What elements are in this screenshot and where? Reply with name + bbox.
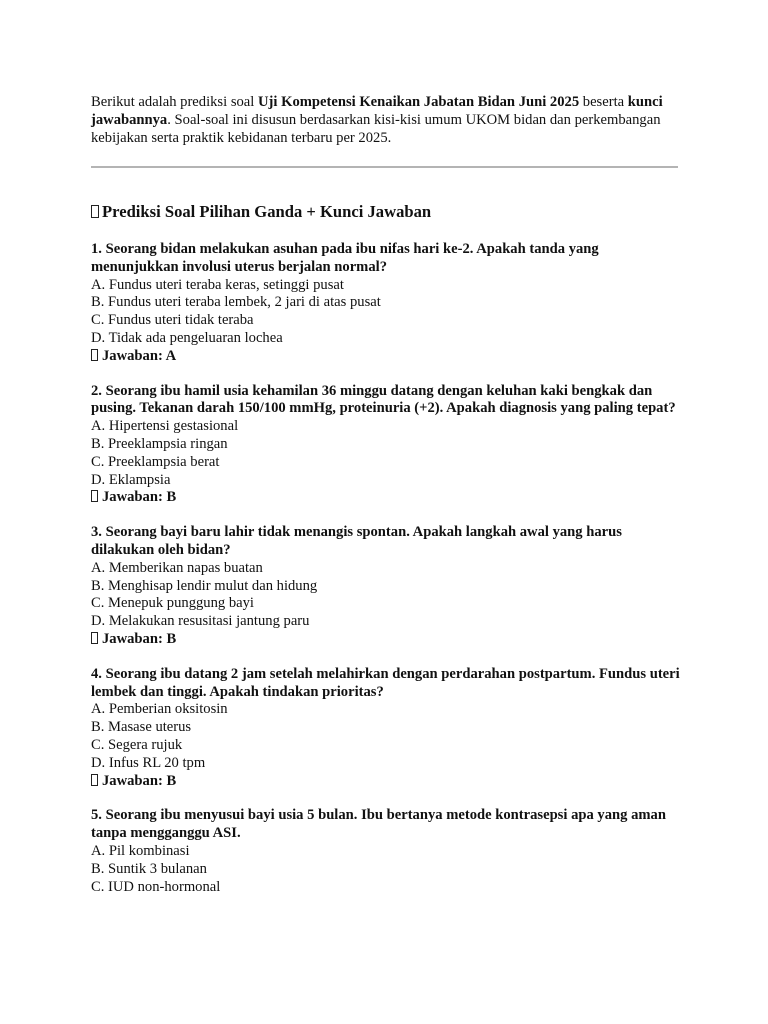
- question-text: 5. Seorang ibu menyusui bayi usia 5 bulan. Ibu bertanya metode kontrasepsi apa yang aman tanpa mengganggu ASI.: [91, 807, 666, 842]
- answer-option: A. Memberikan napas buatan: [91, 559, 263, 576]
- missing-glyph-icon: [91, 774, 98, 786]
- intro-text-2: beserta: [579, 94, 628, 110]
- document-page: [91, 93, 681, 913]
- question-text: 4. Seorang ibu datang 2 jam setelah melahirkan dengan perdarahan postpartum. Fundus uteri lembek dan tinggi. Apakah tindakan prioritas?: [91, 665, 680, 700]
- question-item: [91, 666, 681, 791]
- question-text: 1. Seorang bidan melakukan asuhan pada ibu nifas hari ke-2. Apakah tanda yang menunjukkan involusi uterus berjalan normal?: [91, 241, 599, 275]
- horizontal-divider: [91, 166, 678, 168]
- question-item: [91, 241, 681, 366]
- answer-option: D. Melakukan resusitasi jantung paru: [91, 613, 310, 630]
- section-title-text: Prediksi Soal Pilihan Ganda + Kunci Jawaban: [102, 202, 432, 221]
- question-text: 3. Seorang bayi baru lahir tidak menangis spontan. Apakah langkah awal yang harus dilakukan oleh bidan?: [91, 524, 622, 558]
- missing-glyph-icon: [91, 490, 98, 502]
- intro-text-3: . Soal-soal ini disusun berdasarkan kisi-kisi umum UKOM bidan dan perkembangan kebijakan serta praktik kebidanan terbaru per 2025.: [91, 112, 661, 146]
- intro-bold-1: Uji Kompetensi Kenaikan Jabatan Bidan Juni 2025: [257, 94, 580, 110]
- answer-option: B. Suntik 3 bulanan: [91, 860, 207, 877]
- answer-option: A. Pemberian oksitosin: [91, 701, 228, 718]
- answer-key-text: Jawaban: A: [102, 347, 177, 364]
- answer-option: C. Menepuk punggung bayi: [91, 595, 254, 612]
- section-title: [91, 202, 681, 222]
- answer-option: B. Menghisap lendir mulut dan hidung: [91, 577, 318, 594]
- intro-text-1: Berikut adalah prediksi soal: [91, 94, 258, 110]
- answer-key-text: Jawaban: B: [102, 630, 177, 647]
- question-item: [91, 383, 681, 508]
- answer-key-text: Jawaban: B: [102, 489, 177, 506]
- answer-option: B. Fundus uteri teraba lembek, 2 jari di atas pusat: [91, 294, 381, 311]
- intro-bold-2: kunci jawabannya: [91, 94, 663, 128]
- missing-glyph-icon: [91, 205, 99, 218]
- question-item: [91, 807, 681, 896]
- answer-key: [91, 348, 681, 366]
- answer-option: B. Preeklampsia ringan: [91, 435, 228, 452]
- answer-option: C. Preeklampsia berat: [91, 453, 220, 470]
- answer-option: B. Masase uterus: [91, 719, 192, 736]
- question-text: 2. Seorang ibu hamil usia kehamilan 36 minggu datang dengan keluhan kaki bengkak dan pusing. Tekanan darah 150/100 mmHg, proteinuria (+2). Apakah diagnosis yang paling tepat?: [91, 382, 676, 417]
- answer-key: [91, 489, 681, 507]
- answer-option: C. Segera rujuk: [91, 736, 183, 753]
- missing-glyph-icon: [91, 349, 98, 361]
- answer-option: C. Fundus uteri tidak teraba: [91, 312, 254, 329]
- missing-glyph-icon: [91, 632, 98, 644]
- answer-option: C. IUD non-hormonal: [91, 878, 221, 895]
- answer-option: A. Hipertensi gestasional: [91, 418, 239, 435]
- answer-key-text: Jawaban: B: [102, 772, 177, 789]
- answer-option: D. Eklampsia: [91, 471, 171, 488]
- answer-key: [91, 773, 681, 791]
- answer-option: D. Tidak ada pengeluaran lochea: [91, 329, 283, 346]
- question-list: [91, 241, 681, 896]
- question-item: [91, 524, 681, 649]
- answer-option: A. Fundus uteri teraba keras, setinggi pusat: [91, 276, 344, 293]
- intro-paragraph: [91, 93, 681, 147]
- answer-option: D. Infus RL 20 tpm: [91, 754, 206, 771]
- answer-option: A. Pil kombinasi: [91, 842, 190, 859]
- answer-key: [91, 631, 681, 649]
